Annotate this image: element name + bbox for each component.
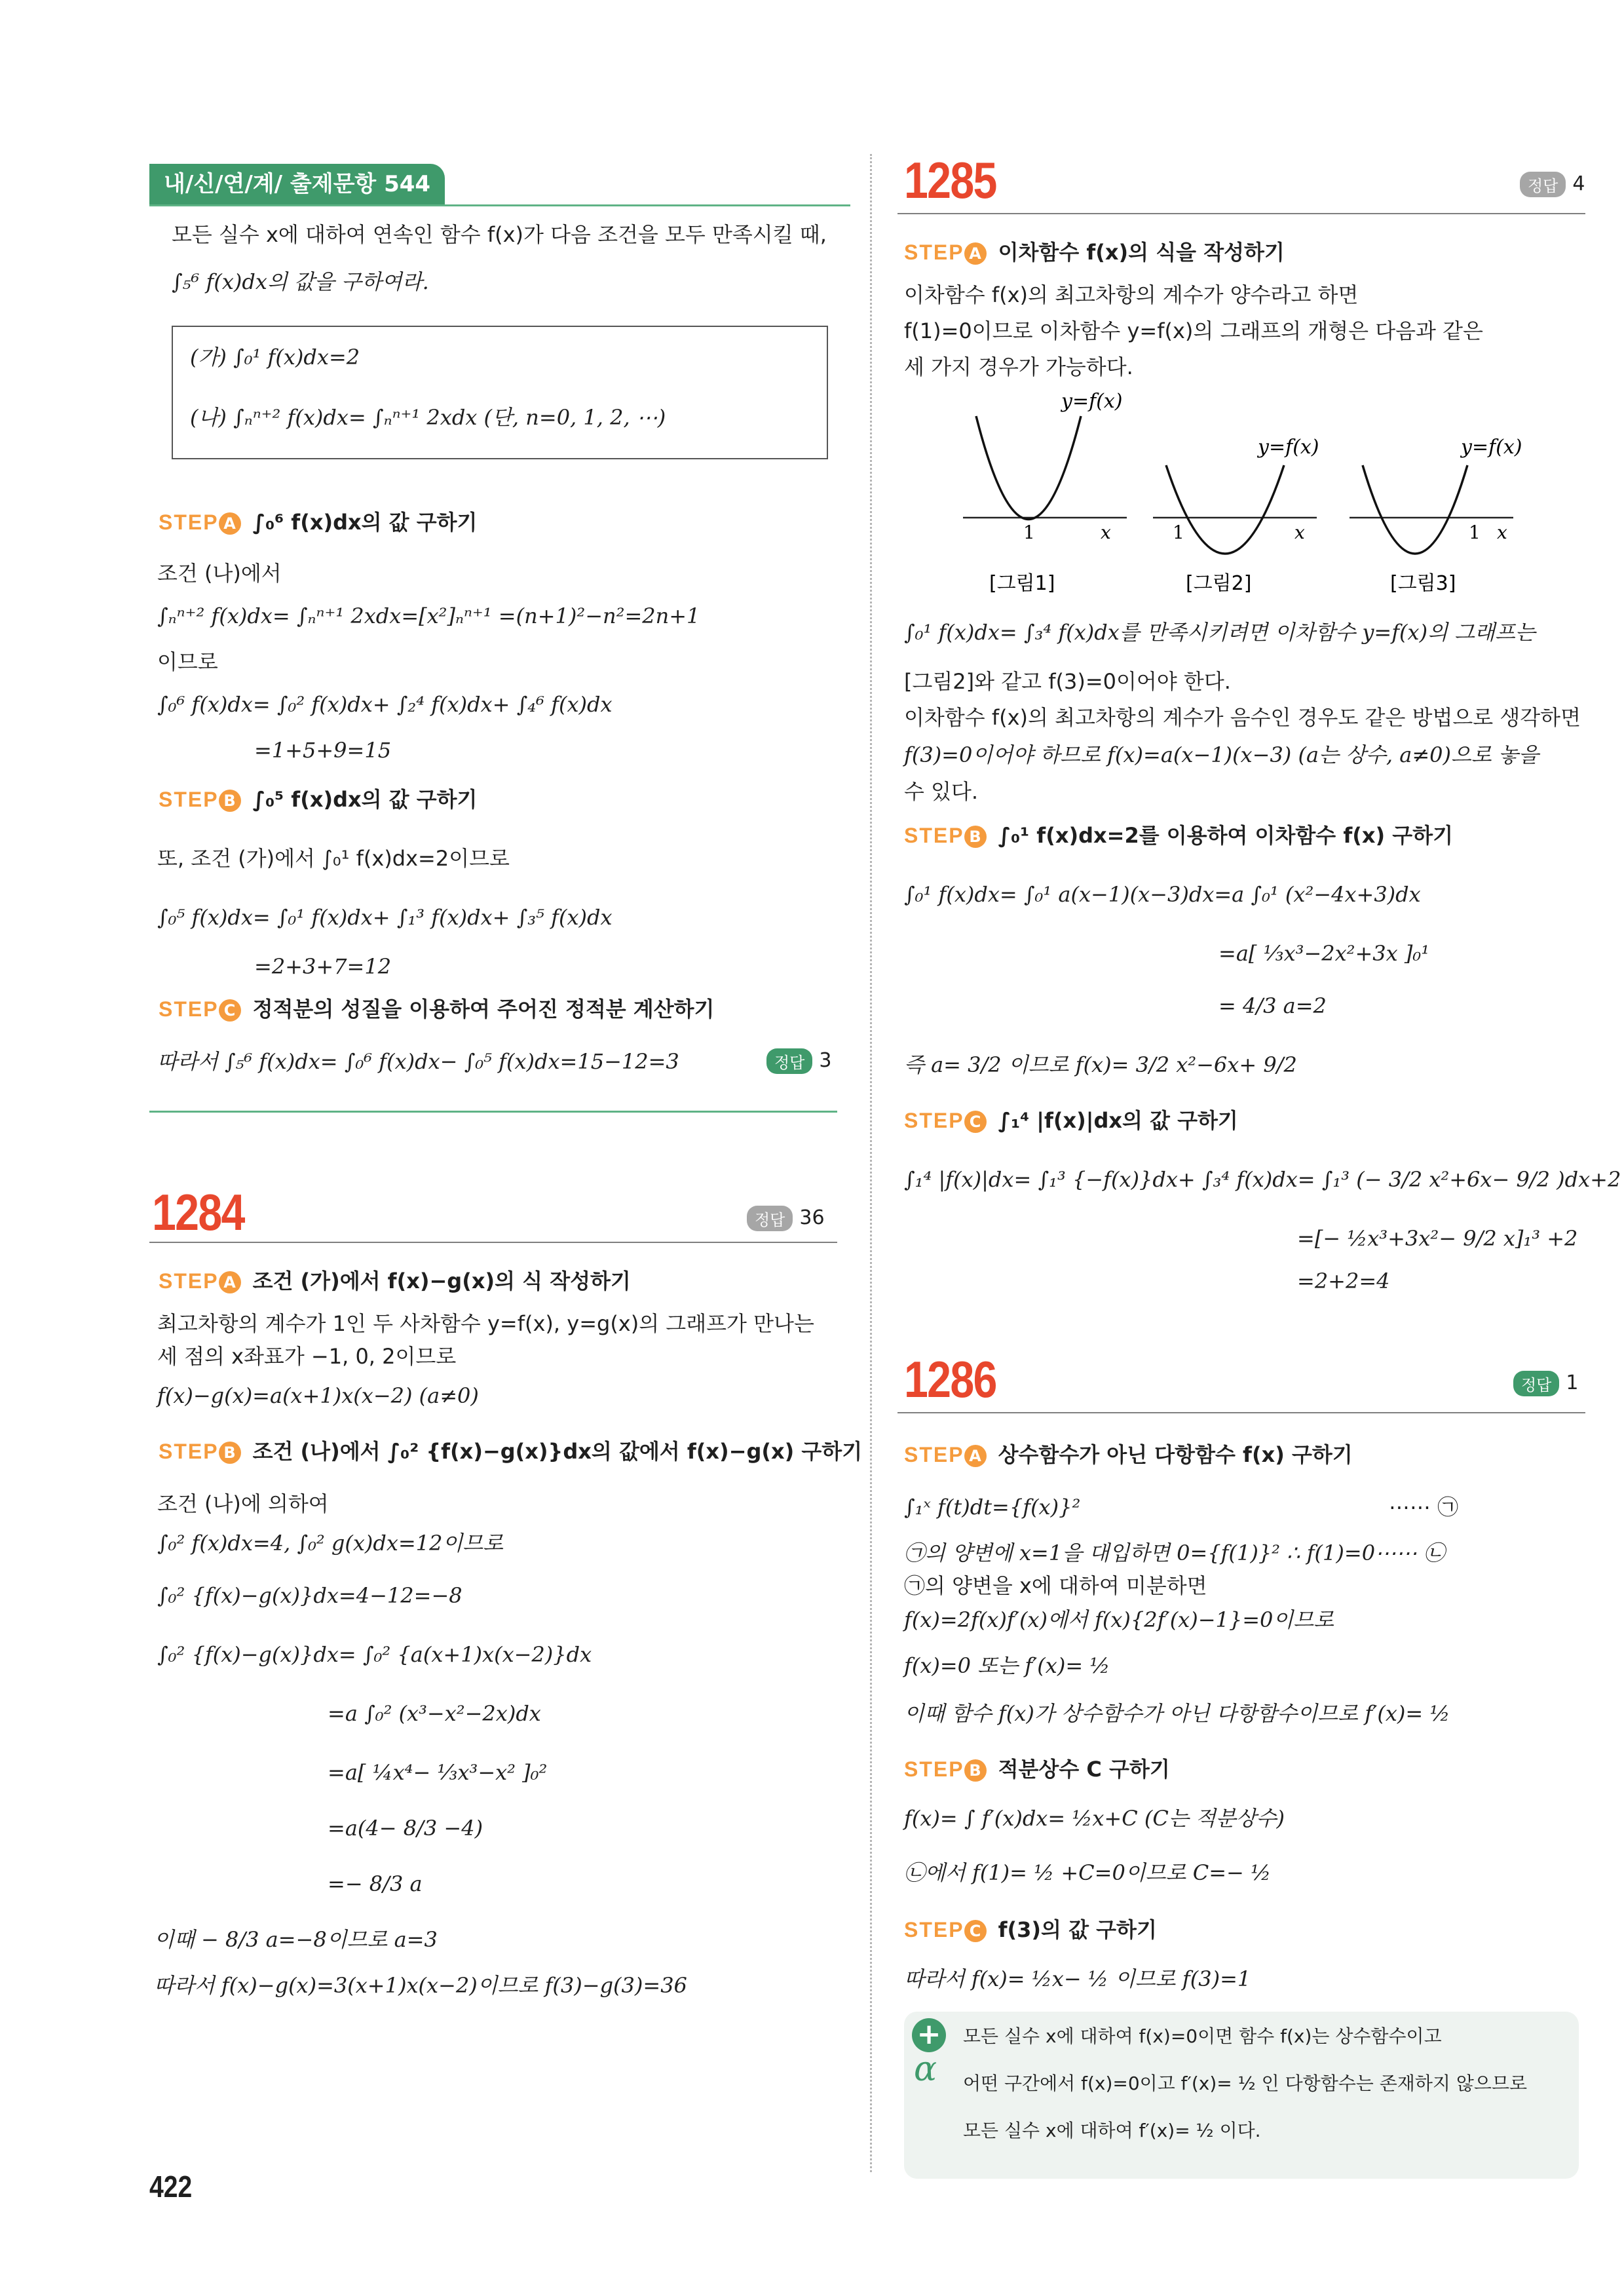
graph-3-x: x (1497, 522, 1507, 543)
graph-1-caption: [그림1] (989, 572, 1055, 595)
p1285-step-a-heading: STEP A 이차함수 f(x)의 식을 작성하기 (904, 240, 1285, 265)
p1285-a-line-7: f(3)=0이어야 하므로 f(x)=a(x−1)(x−3) (a는 상수, a≠0)으로 놓을 (904, 742, 1539, 767)
p1284-b-line-5: =a ∫₀² (x³−x²−2x)dx (328, 1701, 541, 1726)
graph-1-x: x (1101, 522, 1111, 543)
tag-label: 내/신/연/계/ 출제문항 544 (149, 164, 445, 204)
p1286-a-line-2: ㉠의 양변에 x=1을 대입하면 0={f(1)}² ∴ f(1)=0⋯⋯ ㉡ (904, 1540, 1445, 1565)
p1286-a-line-5: f(x)=0 또는 f′(x)= ½ (904, 1653, 1110, 1678)
graph-3-label: y=f(x) (1461, 436, 1522, 459)
p1285-a-line-5: [그림2]와 같고 f(3)=0이어야 한다. (904, 669, 1231, 694)
condition-ga: (가) ∫₀¹ f(x)dx=2 (190, 345, 360, 370)
graph-2-caption: [그림2] (1186, 572, 1252, 595)
p1286-step-c-heading: STEP C f(3)의 값 구하기 (904, 1917, 1157, 1942)
condition-na: (나) ∫ₙⁿ⁺² f(x)dx= ∫ₙⁿ⁺¹ 2xdx (단, n=0, 1, 2, ⋯) (190, 405, 666, 430)
graph-2-one: 1 (1173, 522, 1184, 543)
p1286-a-line-3: ㉠의 양변을 x에 대하여 미분하면 (904, 1573, 1207, 1598)
p1286-a-line-1: ∫₁ˣ f(t)dt={f(x)}² (904, 1495, 1081, 1520)
parabola-graphs (904, 380, 1585, 603)
p1286-c-line-1: 따라서 f(x)= ½x− ½ 이므로 f(3)=1 (904, 1966, 1251, 1991)
p1286-b-line-1: f(x)= ∫ f′(x)dx= ½x+C (C는 적분상수) (904, 1806, 1285, 1831)
section-end-line (149, 1111, 837, 1113)
p1285-b-line-1: ∫₀¹ f(x)dx= ∫₀¹ a(x−1)(x−3)dx=a ∫₀¹ (x²−4x+3)dx (904, 882, 1421, 907)
step-b-line-1: 또, 조건 (가)에서 ∫₀¹ f(x)dx=2이므로 (157, 846, 510, 871)
step-a-line-4: ∫₀⁶ f(x)dx= ∫₀² f(x)dx+ ∫₂⁴ f(x)dx+ ∫₄⁶ f(x)dx (157, 692, 613, 717)
p1286-step-b-heading: STEP B 적분상수 C 구하기 (904, 1757, 1170, 1782)
p1284-b-line-6: =a[ ¼x⁴− ⅓x³−x² ]₀² (328, 1760, 548, 1785)
tip-line-1: 모든 실수 x에 대하여 f(x)=0이면 함수 f(x)는 상수함수이고 (963, 2025, 1442, 2047)
p1286-a-line-6: 이때 함수 f(x)가 상수함수가 아닌 다항함수이므로 f′(x)= ½ (904, 1701, 1450, 1726)
p1286-step-a-heading: STEP A 상수함수가 아닌 다항함수 f(x) 구하기 (904, 1442, 1353, 1467)
step-a-line-1: 조건 (나)에서 (157, 561, 282, 586)
step-a-line-3: 이므로 (157, 649, 218, 674)
answer-box-544: 정답 3 (766, 1048, 831, 1074)
p1285-a-line-8: 수 있다. (904, 779, 979, 804)
problem-rule-1284 (149, 1242, 837, 1243)
p1284-b-line-1: 조건 (나)에 의하여 (157, 1491, 329, 1516)
p1285-a-line-3: 세 가지 경우가 가능하다. (904, 354, 1133, 379)
graph-1-one: 1 (1023, 522, 1035, 543)
graph-1 (963, 390, 1127, 595)
problem-rule-1286 (897, 1412, 1585, 1413)
step-b-line-3: =2+3+7=12 (254, 954, 392, 979)
graph-2 (1153, 436, 1319, 595)
p1284-b-line-2: ∫₀² f(x)dx=4, ∫₀² g(x)dx=12이므로 (157, 1531, 504, 1556)
tip-line-2: 어떤 구간에서 f(x)=0이고 f′(x)= ½ 인 다항함수는 존재하지 않으므로 (963, 2073, 1528, 2094)
answer-box-1285: 정답 4 (1520, 172, 1585, 197)
p1284-b-line-3: ∫₀² {f(x)−g(x)}dx=4−12=−8 (157, 1583, 463, 1608)
graph-1-curve (976, 416, 1081, 520)
problem-rule-1285 (897, 213, 1585, 214)
graph-2-label: y=f(x) (1258, 436, 1319, 459)
alpha-icon: α (914, 2050, 937, 2089)
graph-3-caption: [그림3] (1390, 572, 1456, 595)
p1286-a-line-4: f(x)=2f(x)f′(x)에서 f(x){2f′(x)−1}=0이므로 (904, 1607, 1334, 1632)
step-b-heading: STEP B ∫₀⁵ f(x)dx의 값 구하기 (159, 787, 478, 812)
step-a-line-2: ∫ₙⁿ⁺² f(x)dx= ∫ₙⁿ⁺¹ 2xdx=[x²]ₙⁿ⁺¹ =(n+1)²−n²=2n+1 (157, 603, 700, 628)
graph-3-curve (1363, 465, 1467, 554)
p1285-step-c-heading: STEP C ∫₁⁴ |f(x)|dx의 값 구하기 (904, 1108, 1238, 1133)
graph-3-one: 1 (1469, 522, 1481, 543)
page-number: 422 (149, 2170, 193, 2204)
step-c-line-1: 따라서 ∫₅⁶ f(x)dx= ∫₀⁶ f(x)dx− ∫₀⁵ f(x)dx=15−12=3 (157, 1049, 679, 1074)
tag-underline (149, 204, 850, 206)
step-a-line-5: =1+5+9=15 (254, 738, 392, 763)
p1285-c-line-3: =2+2=4 (1297, 1269, 1390, 1293)
p1285-b-line-4: 즉 a= 3/2 이므로 f(x)= 3/2 x²−6x+ 9/2 (904, 1052, 1297, 1077)
answer-box-1286: 정답 1 (1513, 1371, 1578, 1396)
p1285-b-line-3: = 4/3 a=2 (1218, 993, 1327, 1018)
p1285-c-line-1: ∫₁⁴ |f(x)|dx= ∫₁³ {−f(x)}dx+ ∫₃⁴ f(x)dx= ∫₁³ (− 3/2 x²+6x− 9/2 )dx+2 (904, 1167, 1621, 1192)
column-divider (870, 154, 872, 2172)
step-b-line-2: ∫₀⁵ f(x)dx= ∫₀¹ f(x)dx+ ∫₁³ f(x)dx+ ∫₃⁵ f(x)dx (157, 905, 613, 930)
graph-3 (1350, 436, 1522, 595)
p1284-step-a-heading: STEP A 조건 (가)에서 f(x)−g(x)의 식 작성하기 (159, 1269, 631, 1293)
problem-number-1286: 1286 (904, 1350, 996, 1408)
p1285-a-line-6: 이차함수 f(x)의 최고차항의 계수가 음수인 경우도 같은 방법으로 생각하면 (904, 705, 1581, 730)
p1284-b-line-7: =a(4− 8/3 −4) (328, 1816, 483, 1841)
p1285-c-line-2: =[− ½x³+3x²− 9/2 x]₁³ +2 (1297, 1226, 1578, 1251)
plus-icon: + (912, 2018, 946, 2052)
p1285-b-line-2: =a[ ⅓x³−2x²+3x ]₀¹ (1218, 941, 1430, 966)
step-a-heading: STEP A ∫₀⁶ f(x)dx의 값 구하기 (159, 510, 478, 535)
problem-number-1285: 1285 (904, 151, 996, 209)
graph-1-label: y=f(x) (1061, 390, 1123, 413)
p1284-step-b-heading: STEP B 조건 (나)에서 ∫₀² {f(x)−g(x)}dx의 값에서 f(x)−g(x) 구하기 (159, 1439, 863, 1464)
answer-box-1284: 정답 36 (747, 1206, 825, 1231)
p1286-b-line-2: ㉡에서 f(1)= ½ +C=0이므로 C=− ½ (904, 1860, 1272, 1885)
p1284-b-line-4: ∫₀² {f(x)−g(x)}dx= ∫₀² {a(x+1)x(x−2)}dx (157, 1642, 592, 1667)
p1286-a-line-1-mark: ⋯⋯ ㉠ (1389, 1495, 1459, 1520)
p1284-a-line-1: 최고차항의 계수가 1인 두 사차함수 y=f(x), y=g(x)의 그래프가 만나는 (157, 1311, 814, 1336)
p1284-b-line-10: 따라서 f(x)−g(x)=3(x+1)x(x−2)이므로 f(3)−g(3)=36 (154, 1973, 687, 1998)
p1284-b-line-8: =− 8/3 a (328, 1871, 423, 1896)
p1285-a-line-4: ∫₀¹ f(x)dx= ∫₃⁴ f(x)dx를 만족시키려면 이차함수 y=f(x)의 그래프는 (904, 620, 1536, 645)
step-c-heading: STEP C 정적분의 성질을 이용하여 주어진 정적분 계산하기 (159, 997, 715, 1022)
p1284-b-line-9: 이때 − 8/3 a=−8이므로 a=3 (154, 1927, 438, 1952)
graph-2-x: x (1294, 522, 1305, 543)
problem-number-1284: 1284 (152, 1183, 244, 1241)
problem-text-1: 모든 실수 x에 대하여 연속인 함수 f(x)가 다음 조건을 모두 만족시킬 때, (172, 222, 827, 247)
p1285-a-line-1: 이차함수 f(x)의 최고차항의 계수가 양수라고 하면 (904, 282, 1359, 307)
tip-line-3: 모든 실수 x에 대하여 f′(x)= ½ 이다. (963, 2120, 1261, 2141)
p1284-a-line-3: f(x)−g(x)=a(x+1)x(x−2) (a≠0) (157, 1383, 479, 1408)
p1285-step-b-heading: STEP B ∫₀¹ f(x)dx=2를 이용하여 이차함수 f(x) 구하기 (904, 823, 1454, 848)
p1284-a-line-2: 세 점의 x좌표가 −1, 0, 2이므로 (157, 1344, 457, 1369)
p1285-a-line-2: f(1)=0이므로 이차함수 y=f(x)의 그래프의 개형은 다음과 같은 (904, 318, 1483, 343)
problem-text-2: ∫₅⁶ f(x)dx의 값을 구하여라. (172, 269, 429, 294)
